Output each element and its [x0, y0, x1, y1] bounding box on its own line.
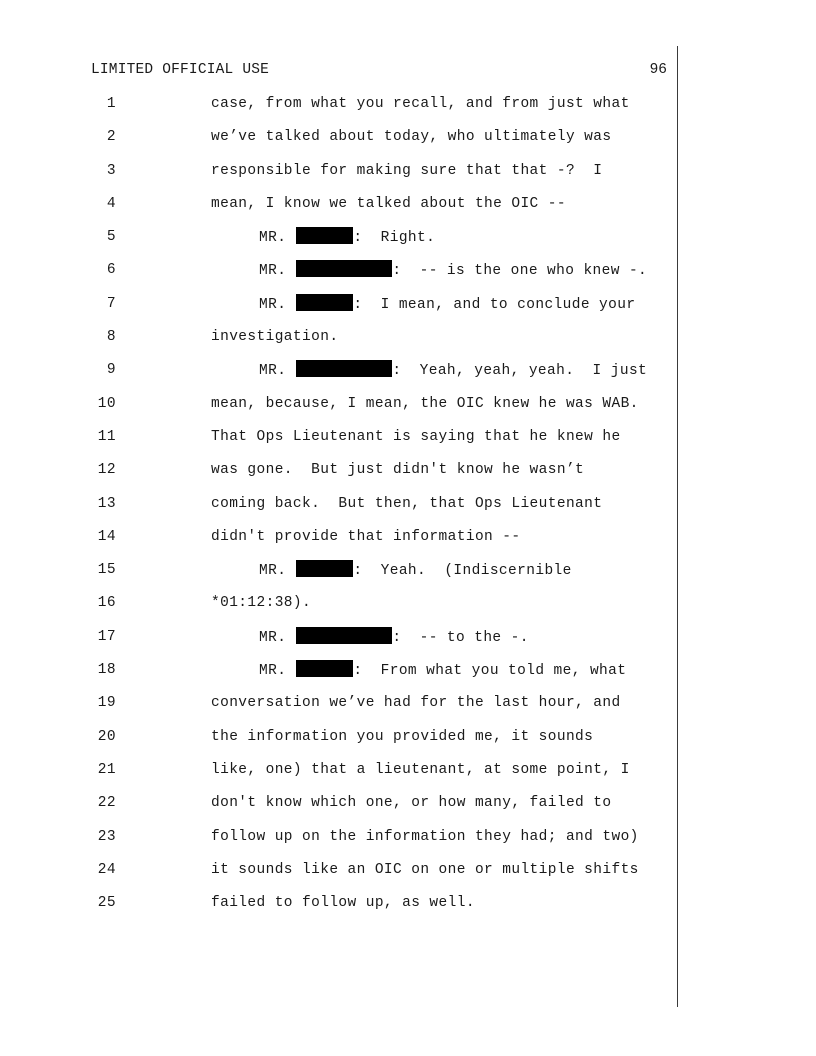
line-text: *01:12:38).	[211, 595, 312, 612]
line-number: 15	[97, 562, 116, 579]
line-text: case, from what you recall, and from just what	[211, 96, 630, 112]
line-number: 7	[106, 295, 116, 312]
line-number: 1	[106, 96, 116, 112]
line-text: was gone. But just didn't know he wasn’t	[211, 462, 585, 479]
transcript-line	[0, 194, 676, 227]
transcript-line	[0, 727, 676, 760]
speaker-line	[259, 227, 435, 248]
line-text: investigation.	[211, 329, 339, 346]
line-text: : From what you told me, what	[353, 663, 627, 680]
line-number: 25	[97, 895, 116, 912]
line-number: 23	[97, 828, 116, 845]
line-text: : -- is the one who knew -.	[392, 263, 648, 280]
transcript-line	[0, 660, 676, 693]
line-number: 2	[106, 129, 116, 146]
line-text: : I mean, and to conclude your	[353, 296, 636, 313]
transcript-line	[0, 360, 676, 393]
transcript-line	[0, 693, 676, 726]
line-text: coming back. But then, that Ops Lieutenant	[211, 495, 603, 512]
redaction-box	[296, 560, 353, 577]
transcript-line	[0, 327, 676, 360]
line-number: 14	[97, 528, 116, 545]
speaker-line	[259, 660, 626, 681]
speaker-prefix: MR.	[259, 230, 287, 247]
line-number: 12	[97, 462, 116, 479]
transcript-line	[0, 294, 676, 327]
line-text: it sounds like an OIC on one or multiple shifts	[211, 861, 639, 878]
line-number: 9	[106, 362, 116, 379]
right-margin-rule	[677, 46, 678, 1007]
speaker-prefix: MR.	[259, 296, 287, 313]
transcript-line	[0, 593, 676, 626]
line-number: 11	[97, 428, 116, 445]
line-text: : Yeah. (Indiscernible	[353, 563, 572, 580]
line-text: : Yeah, yeah, yeah. I just	[392, 363, 648, 380]
redaction-box	[296, 660, 353, 677]
redaction-box	[296, 360, 392, 377]
line-number: 22	[97, 795, 116, 812]
transcript-line	[0, 893, 676, 926]
transcript-line	[0, 260, 676, 293]
line-text: mean, I know we talked about the OIC --	[211, 195, 566, 212]
transcript-lines	[0, 94, 676, 926]
line-text: : Right.	[353, 230, 436, 247]
line-number: 10	[97, 395, 116, 412]
line-text: mean, because, I mean, the OIC knew he was WAB.	[211, 395, 639, 412]
transcript-line	[0, 760, 676, 793]
line-text: failed to follow up, as well.	[211, 895, 475, 912]
transcript-line	[0, 494, 676, 527]
transcript-line	[0, 527, 676, 560]
line-number: 8	[106, 329, 116, 346]
transcript-line	[0, 427, 676, 460]
speaker-line	[259, 260, 647, 281]
redaction-box	[296, 260, 392, 277]
line-number: 24	[97, 861, 116, 878]
line-text: didn't provide that information --	[211, 528, 521, 545]
transcript-line	[0, 560, 676, 593]
line-text: follow up on the information they had; and two)	[211, 828, 639, 845]
speaker-prefix: MR.	[259, 363, 287, 380]
transcript-line	[0, 227, 676, 260]
transcript-line	[0, 860, 676, 893]
transcript-line	[0, 127, 676, 160]
redaction-box	[296, 227, 353, 244]
speaker-prefix: MR.	[259, 663, 287, 680]
speaker-prefix: MR.	[259, 263, 287, 280]
page-number: 96	[649, 62, 667, 78]
speaker-prefix: MR.	[259, 629, 287, 646]
speaker-line	[259, 294, 635, 315]
line-number: 3	[106, 162, 116, 179]
redaction-box	[296, 627, 392, 644]
line-number: 5	[106, 229, 116, 246]
transcript-line	[0, 394, 676, 427]
speaker-prefix: MR.	[259, 563, 287, 580]
line-text: don't know which one, or how many, failed to	[211, 795, 612, 812]
line-text: conversation we’ve had for the last hour, and	[211, 695, 621, 712]
line-number: 4	[106, 195, 116, 212]
speaker-line	[259, 560, 572, 581]
transcript-line	[0, 161, 676, 194]
transcript-line	[0, 627, 676, 660]
classification-header: LIMITED OFFICIAL USE	[91, 62, 270, 78]
line-text: like, one) that a lieutenant, at some point, I	[211, 761, 630, 778]
line-text: the information you provided me, it sounds	[211, 728, 594, 745]
line-number: 13	[97, 495, 116, 512]
line-text: That Ops Lieutenant is saying that he knew he	[211, 428, 621, 445]
transcript-line	[0, 94, 676, 127]
redaction-box	[296, 294, 353, 311]
line-number: 6	[106, 262, 116, 279]
speaker-line	[259, 360, 647, 381]
speaker-line	[259, 627, 529, 648]
line-number: 21	[97, 761, 116, 778]
transcript-line	[0, 827, 676, 860]
line-number: 20	[97, 728, 116, 745]
line-text: we’ve talked about today, who ultimately was	[211, 129, 612, 146]
line-number: 18	[97, 662, 116, 679]
transcript-line	[0, 460, 676, 493]
transcript-line	[0, 793, 676, 826]
line-text: responsible for making sure that that -? I	[211, 162, 603, 179]
line-number: 17	[97, 628, 116, 645]
line-text: : -- to the -.	[392, 629, 529, 646]
line-number: 19	[97, 695, 116, 712]
line-number: 16	[97, 595, 116, 612]
